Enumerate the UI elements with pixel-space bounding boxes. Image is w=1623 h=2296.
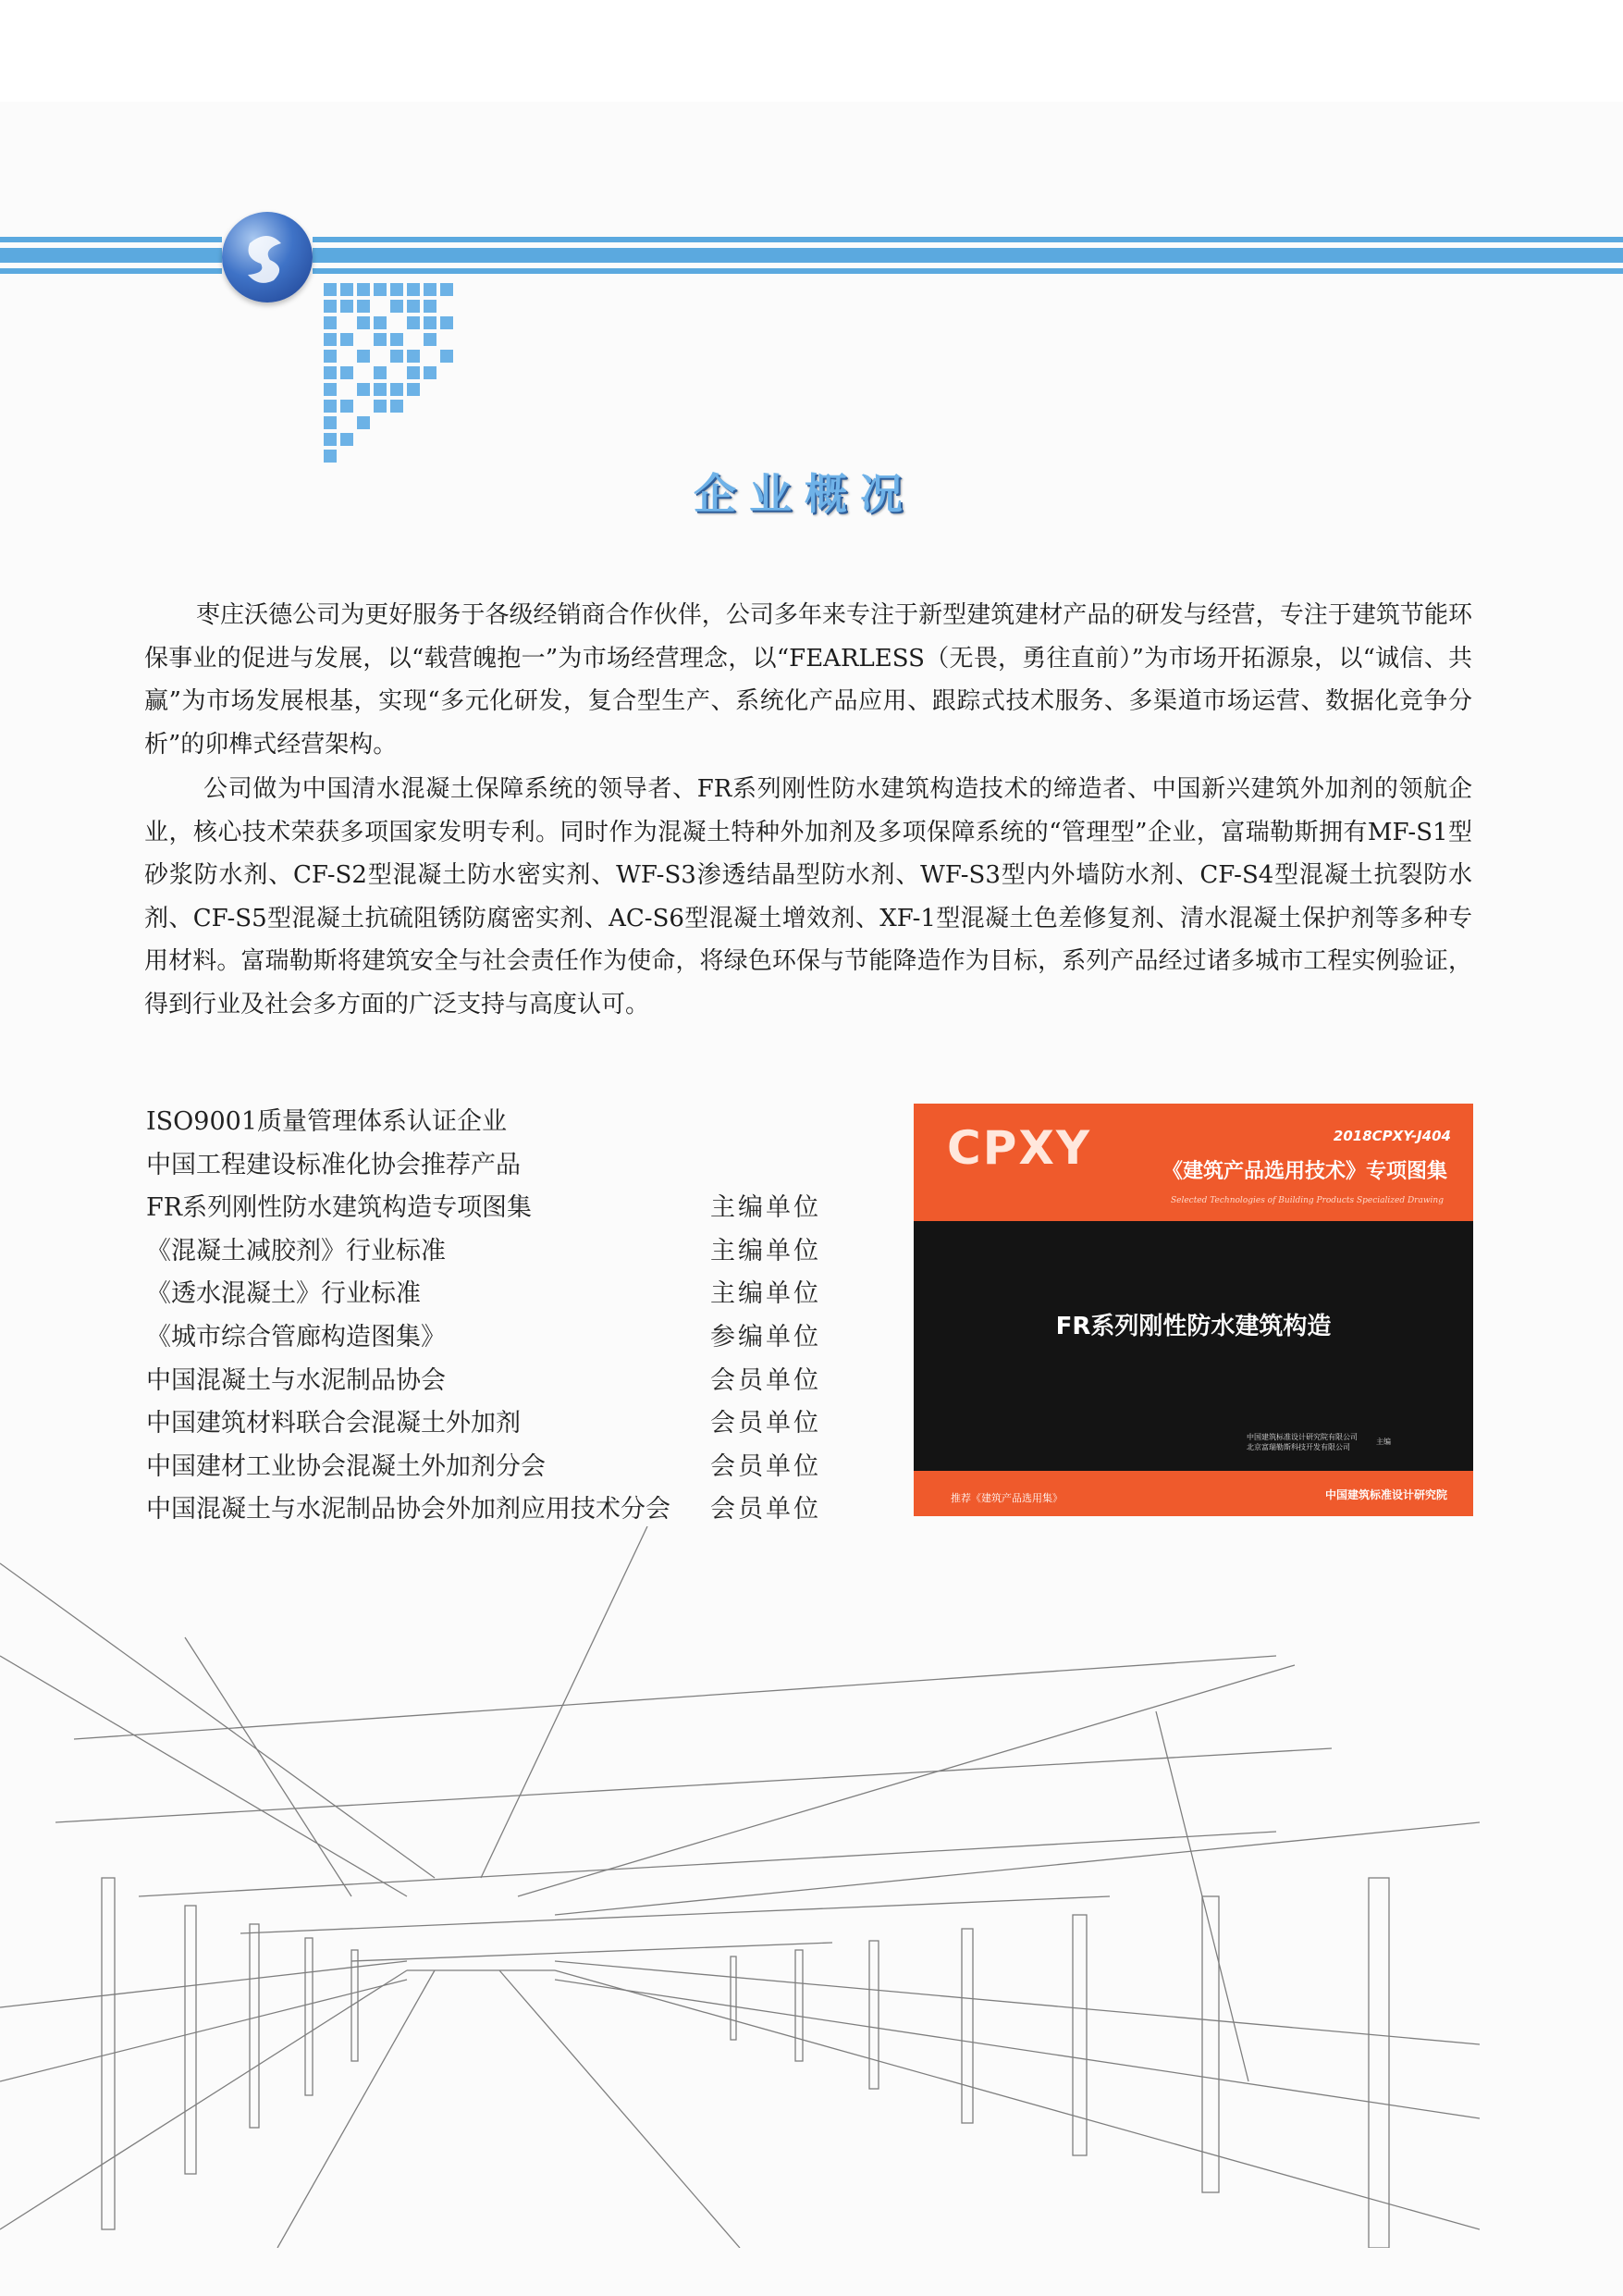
book-cover-image: [914, 1104, 1473, 1516]
cover-title: FR系列刚性防水建筑构造: [1055, 1313, 1332, 1340]
cover-brand-logo: CPXY: [947, 1121, 1092, 1175]
banner-line: [0, 268, 222, 274]
banner-line: [313, 248, 1623, 263]
credential-name: FR系列刚性防水建筑构造专项图集: [146, 1193, 533, 1223]
credential-item: [146, 1360, 830, 1403]
top-margin: [0, 0, 1623, 102]
credential-item: [146, 1273, 830, 1316]
cover-org-1: 中国建筑标准设计研究院有限公司: [1247, 1433, 1358, 1441]
intro-paragraph-1: 枣庄沃德公司为更好服务于各级经销商合作伙伴，公司多年来专注于新型建筑建材产品的研发与经营，专注于建筑节能环保事业的促进与发展，以“载营魄抱一”为市场经营理念，以“FEARLESS（无畏，勇往直前）”为市场开拓源泉，以“诚信、共赢”为市场发展根基，实现“多元化研发，复合型生产、系统化产品应用、跟踪式技术服务、多渠道市场运营、数据化竞争分析”的卯榫式经营架构。: [144, 601, 1472, 759]
credential-role: 主编单位: [710, 1279, 821, 1309]
cover-org-2: 北京富瑞勒斯科技开发有限公司: [1247, 1443, 1350, 1451]
architectural-sketch-illustration: [0, 1526, 1480, 2248]
credential-item: [146, 1101, 830, 1144]
credentials-list: [146, 1101, 830, 1532]
intro-paragraph-2: 公司做为中国清水混凝土保障系统的领导者、FR系列刚性防水建筑构造技术的缔造者、中国新兴建筑外加剂的领航企业，核心技术荣获多项国家发明专利。同时作为混凝土特种外加剂及多项保障系统的“管理型”企业，富瑞勒斯拥有MF-S1型砂浆防水剂、CF-S2型混凝土防水密实剂、WF-S3渗透结晶型防水剂、WF-S3型内外墙防水剂、CF-S4型混凝土抗裂防水剂、CF-S5型混凝土抗硫阻锈防腐密实剂、AC-S6型混凝土增效剂、XF-1型混凝土色差修复剂、清水混凝土保护剂等多种专用材料。富瑞勒斯将建筑安全与社会责任作为使命，将绿色环保与节能降造作为目标，系列产品经过诸多城市工程实例验证，得到行业及社会多方面的广泛支持与高度认可。: [144, 775, 1472, 1018]
cover-publisher: 中国建筑标准设计研究院: [1324, 1488, 1447, 1501]
credential-name: 中国混凝土与水泥制品协会: [146, 1365, 446, 1395]
credential-name: ISO9001质量管理体系认证企业: [146, 1107, 508, 1136]
credential-name: 中国建材工业协会混凝土外加剂分会: [146, 1451, 546, 1481]
credential-item: [146, 1446, 830, 1489]
company-logo-icon: [222, 212, 313, 302]
credential-role: 会员单位: [710, 1409, 821, 1438]
credential-name: 《城市综合管廊构造图集》: [146, 1322, 446, 1352]
credential-name: 中国工程建设标准化协会推荐产品: [146, 1150, 521, 1179]
credential-name: 中国建筑材料联合会混凝土外加剂: [146, 1409, 521, 1438]
credential-item: [146, 1187, 830, 1230]
cover-code: 2018CPXY-J404: [1333, 1128, 1451, 1144]
credential-role: 主编单位: [710, 1236, 821, 1265]
banner-line: [313, 237, 1623, 242]
credential-name: 中国混凝土与水泥制品协会外加剂应用技术分会: [146, 1495, 670, 1524]
credential-role: 主编单位: [710, 1193, 821, 1223]
cover-editor-label: 主编: [1376, 1438, 1391, 1446]
cover-english-subtitle: Selected Technologies of Building Products Specialized Drawing: [1170, 1196, 1444, 1205]
credential-item: [146, 1144, 830, 1188]
banner-line: [0, 237, 222, 242]
credential-item: [146, 1316, 830, 1360]
credential-role: 参编单位: [710, 1322, 821, 1352]
cover-black-band: [914, 1221, 1473, 1471]
credential-item: [146, 1402, 830, 1446]
cover-series-title: 《建筑产品选用技术》专项图集: [1162, 1159, 1447, 1183]
banner-line: [313, 268, 1623, 274]
credential-role: 会员单位: [710, 1495, 821, 1524]
credential-name: 《混凝土减胶剂》行业标准: [146, 1236, 446, 1265]
section-heading: 企业概况: [694, 469, 916, 519]
credential-item: [146, 1230, 830, 1274]
credential-name: 《透水混凝土》行业标准: [146, 1279, 421, 1309]
cover-footer-left: 推荐《建筑产品选用集》: [951, 1492, 1063, 1504]
credential-role: 会员单位: [710, 1451, 821, 1481]
credential-item: [146, 1488, 830, 1532]
banner-line: [0, 248, 222, 263]
credential-role: 会员单位: [710, 1365, 821, 1395]
